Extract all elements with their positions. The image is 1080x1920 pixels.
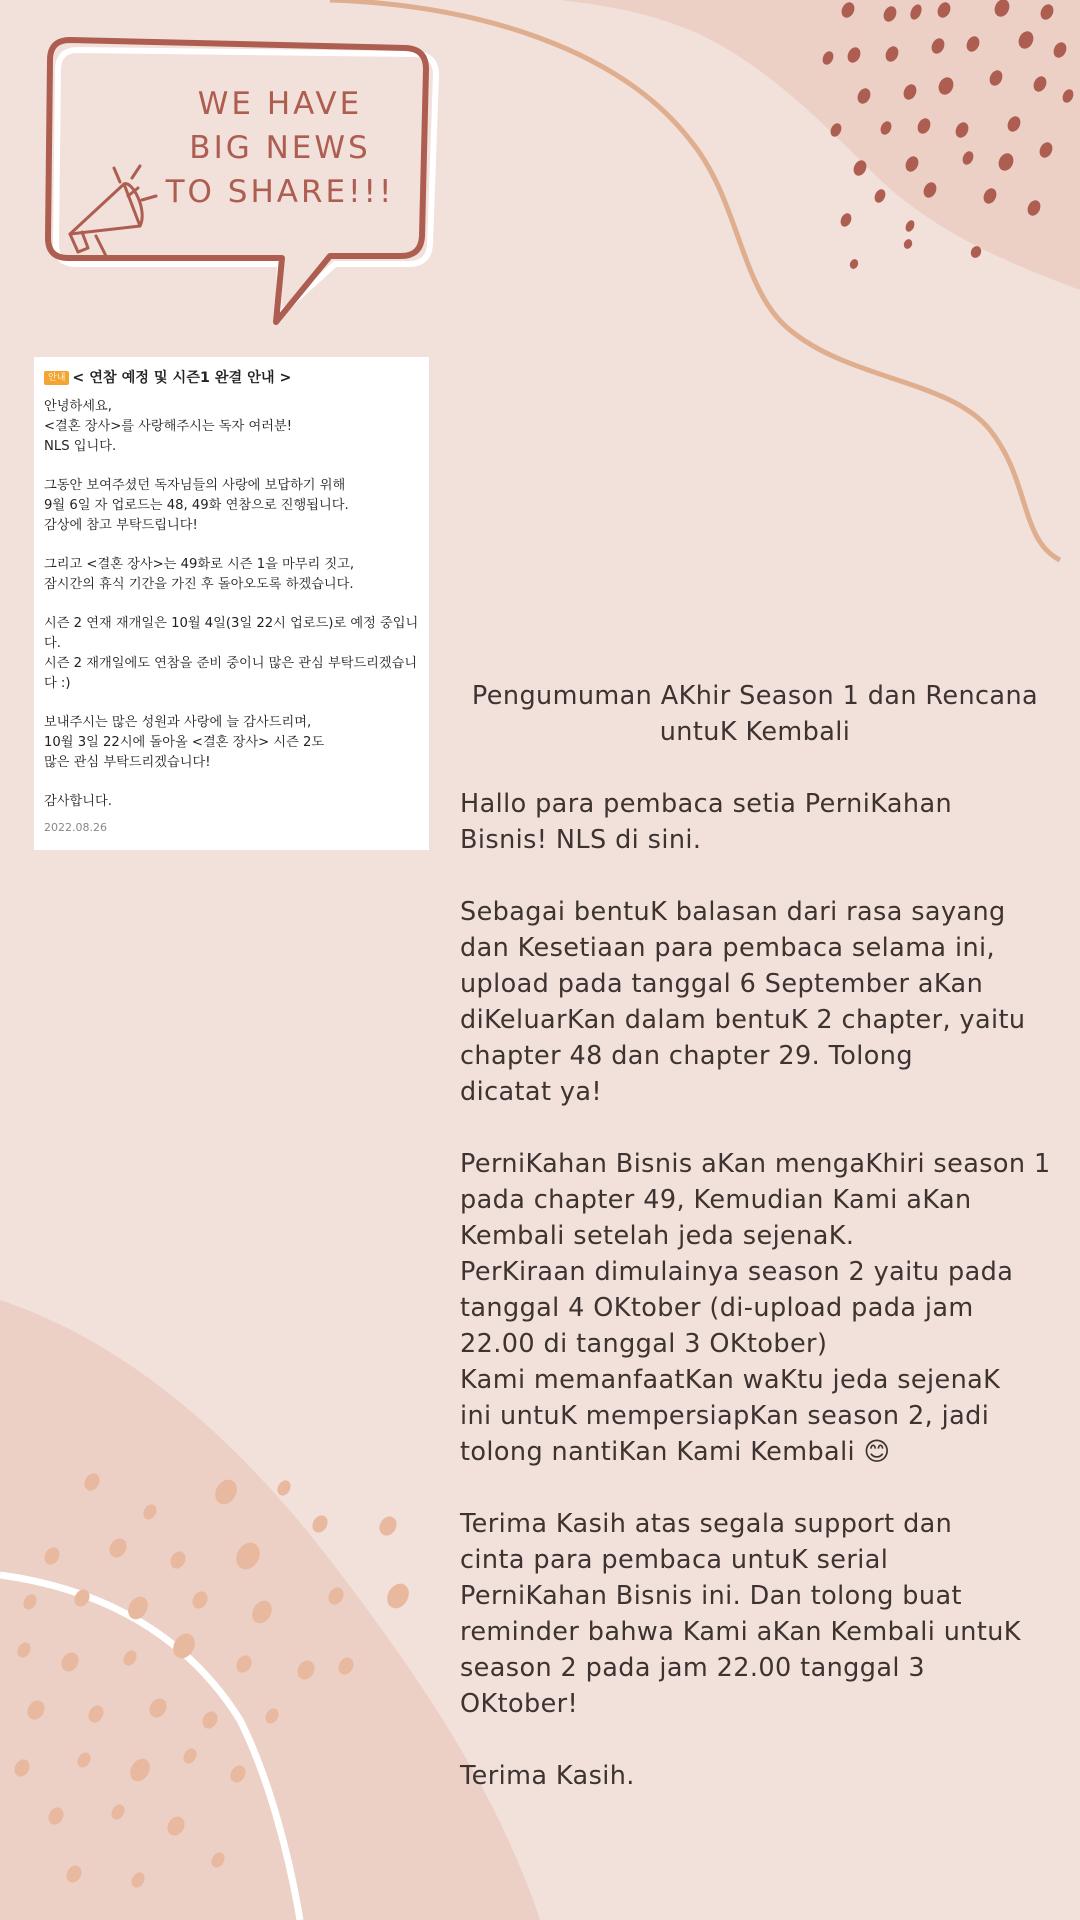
notice-line: 10월 3일 22시에 돌아올 <결혼 장사> 시즌 2도 [44, 735, 325, 750]
announcement-line: dicatat ya! [460, 1077, 602, 1107]
announcement-line: Terima Kasih atas segala support dan [460, 1509, 953, 1539]
notice-date: 2022.08.26 [44, 821, 107, 834]
notice-line: 보내주시는 많은 성원과 사랑에 늘 감사드리며, [44, 715, 312, 730]
notice-line: 잠시간의 휴식 기간을 가진 후 돌아오도록 하겠습니다. [44, 577, 354, 592]
announcement-line: 22.00 di tanggal 3 OKtober) [460, 1329, 828, 1359]
big-news-line: BIG NEWS [189, 130, 371, 166]
announcement-title-line: Pengumuman AKhir Season 1 dan Rencana [471, 681, 1039, 711]
notice-line: 감상에 참고 부탁드립니다! [44, 518, 198, 533]
announcement-title-line: untuK Kembali [659, 717, 851, 747]
announcement-line: reminder bahwa Kami aKan Kembali untuK [460, 1617, 1021, 1647]
megaphone-icon [70, 166, 156, 256]
announcement-paragraph [460, 894, 1060, 1110]
announcement-line: pada chapter 49, Kemudian Kami aKan [460, 1185, 972, 1215]
announcement-line: cinta para pembaca untuK serial [460, 1545, 889, 1575]
big-news-line: WE HAVE [197, 86, 363, 122]
notice-line: 많은 관심 부탁드리겠습니다! [44, 755, 211, 770]
notice-paragraph [44, 555, 419, 595]
announcement-paragraph [460, 1146, 1060, 1470]
notice-line: 그동안 보여주셨던 독자님들의 사랑에 보답하기 위해 [44, 478, 346, 493]
notice-paragraph [44, 792, 419, 812]
notice-paragraph [44, 614, 419, 694]
notice-line: 그리고 <결혼 장사>는 49화로 시즌 1을 마무리 짓고, [44, 557, 355, 572]
notice-line: NLS 입니다. [44, 439, 117, 454]
notice-header [44, 367, 419, 389]
announcement-line: dan Kesetiaan para pembaca selama ini, [460, 933, 995, 963]
announcement-line: Terima Kasih. [460, 1761, 635, 1791]
notice-line: <결혼 장사>를 사랑해주시는 독자 여러분! [44, 419, 292, 434]
notice-line: 다. [44, 636, 61, 651]
notice-line: 다 :) [44, 676, 71, 691]
notice-line: 시즌 2 연재 재개일은 10월 4일(3일 22시 업로드)로 예정 중입니 [44, 616, 419, 631]
notice-title: < 연참 예정 및 시즌1 완결 안내 > [72, 370, 292, 386]
notice-paragraph [44, 713, 419, 773]
announcement-line: Bisnis! NLS di sini. [460, 825, 702, 855]
top-right-blob [560, 0, 1080, 290]
announcement-line: Sebagai bentuK balasan dari rasa sayang [460, 897, 1006, 927]
announcement-line: Kami memanfaatKan waKtu jeda sejenaK [460, 1365, 1001, 1395]
announcement-line: OKtober! [460, 1689, 579, 1719]
notice-card [34, 357, 429, 850]
announcement-line: PerniKahan Bisnis ini. Dan tolong buat [460, 1581, 962, 1611]
announcement-paragraph [460, 1758, 1060, 1794]
notice-line: 시즌 2 재개일에도 연참을 준비 중이니 많은 관심 부탁드리겠습니 [44, 656, 418, 671]
announcement-line: PerniKahan Bisnis aKan mengaKhiri season 1 [460, 1149, 1051, 1179]
announcement-line: tolong nantiKan Kami Kembali 😊 [460, 1437, 891, 1467]
notice-paragraph [44, 397, 419, 457]
notice-line: 감사합니다. [44, 794, 112, 809]
announcement-line: Hallo para pembaca setia PerniKahan [460, 789, 953, 819]
announcement-line: Kembali setelah jeda sejenaK. [460, 1221, 855, 1251]
notice-line: 안녕하세요, [44, 399, 112, 414]
notice-paragraph [44, 476, 419, 536]
notice-line: 9월 6일 자 업로드는 48, 49화 연참으로 진행됩니다. [44, 498, 349, 513]
announcement-line: ini untuK mempersiapKan season 2, jadi [460, 1401, 990, 1431]
announcement-line: PerKiraan dimulainya season 2 yaitu pada [460, 1257, 1014, 1287]
big-news-line: TO SHARE!!! [165, 174, 395, 210]
announcement-line: season 2 pada jam 22.00 tanggal 3 [460, 1653, 925, 1683]
announcement-line: upload pada tanggal 6 September aKan [460, 969, 984, 999]
announcement-title [460, 678, 1050, 750]
announcement [460, 678, 1060, 1830]
announcement-paragraph [460, 786, 1060, 858]
announcement-line: tanggal 4 OKtober (di-upload pada jam [460, 1293, 974, 1323]
big-news-heading [150, 82, 410, 214]
announcement-line: diKeluarKan dalam bentuK 2 chapter, yaitu [460, 1005, 1026, 1035]
notice-badge: 안내 [44, 371, 69, 385]
announcement-line: chapter 48 dan chapter 29. Tolong [460, 1041, 913, 1071]
announcement-paragraph [460, 1506, 1060, 1722]
